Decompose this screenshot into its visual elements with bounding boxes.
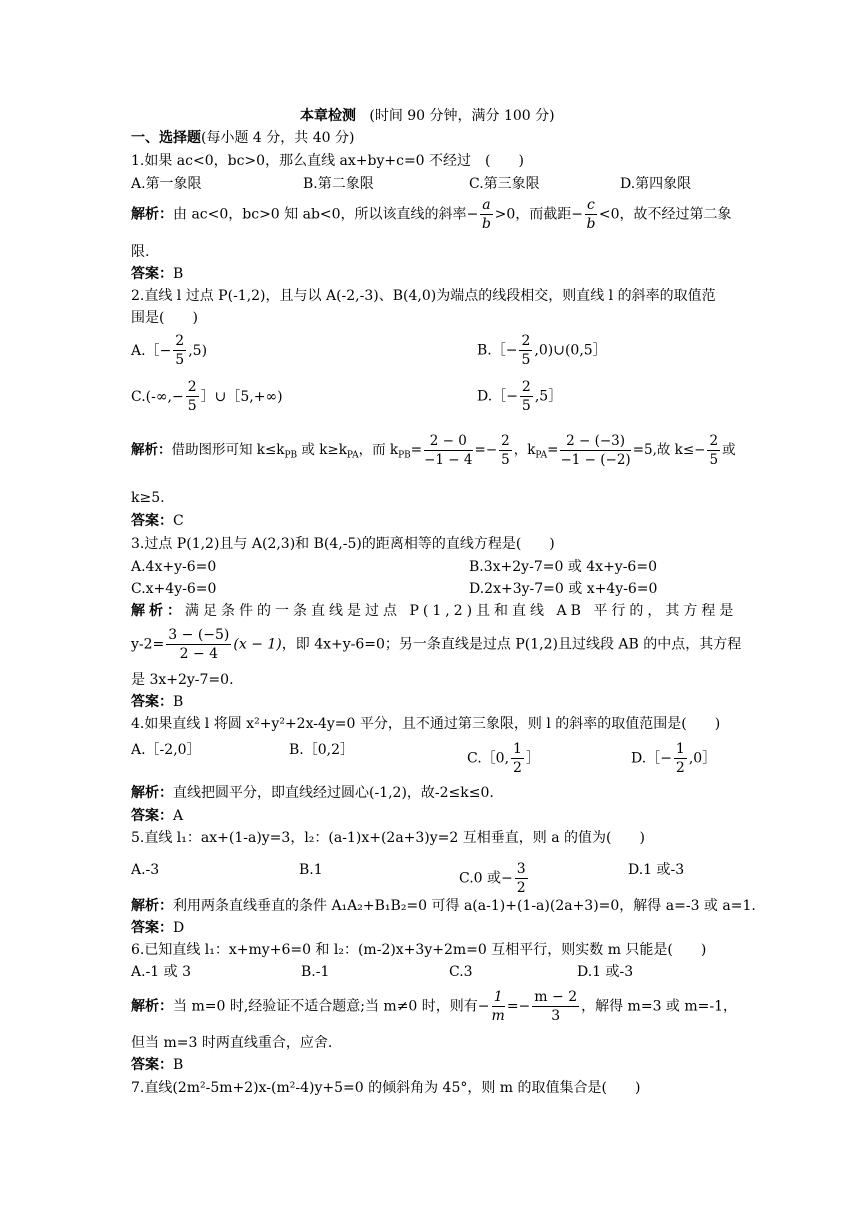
q3-option-d: D.2x+3y-7=0 或 x+4y-6=0 (469, 581, 658, 597)
q4-option-c (467, 740, 540, 777)
an-text: ，即 4x+y-6=0；另一条直线是过点 P(1,2)且过线段 AB 的中点，其方程 (281, 636, 742, 653)
opt-text: ,5) (188, 342, 208, 359)
answer-label: 答案： (131, 808, 173, 824)
frac-numerator: a (482, 197, 491, 213)
q4-stem: 4.如果直线 l 将圆 x²+y²+2x-4y=0 平分，且不通过第三象限，则 l 的斜率的取值范围是( ) (131, 716, 721, 732)
frac-denominator: m (491, 1008, 505, 1024)
q1-analysis-text-3: <0，故不经过第二象 (598, 206, 732, 223)
frac-denominator: 2 − 4 (179, 646, 219, 662)
q2-answer-value: C (173, 513, 184, 529)
q2-answer (131, 511, 184, 531)
q3-analysis-2 (131, 626, 741, 663)
q2-stem-2: 围是( ) (131, 310, 198, 326)
frac-2-5 (519, 332, 532, 369)
opt-text: C.(-∞, (131, 388, 172, 405)
opt-text: A.［ (131, 342, 160, 359)
frac-denominator: 5 (501, 452, 510, 468)
q4-answer (131, 806, 183, 826)
answer-label: 答案： (131, 1057, 173, 1073)
q1-option-a: A.第一象限 (131, 176, 202, 192)
q2-option-d: D.［− $\frac{2}{5}$ ,5］ (477, 379, 563, 414)
frac-denominator: 2 (675, 760, 685, 776)
answer-label: 答案： (131, 513, 173, 529)
opt-text: C.［0, (467, 750, 510, 767)
section-note: (每小题 4 分，共 40 分) (201, 130, 355, 146)
page-meta: (时间 90 分钟，满分 100 分) (369, 108, 555, 124)
frac-numerator: 2 − (−3) (560, 432, 630, 451)
q3-answer (131, 692, 183, 712)
analysis-label: 解析： (131, 206, 173, 223)
an-text: 借助图形可知 k≤k (171, 442, 285, 458)
q6-option-b: B.-1 (301, 964, 330, 980)
an-text: ，k (513, 442, 536, 458)
frac-2-5 (520, 378, 533, 415)
frac-numerator: 2 (709, 433, 719, 449)
opt-text: ］ (525, 750, 540, 767)
q1-analysis-cont: 限. (131, 244, 150, 260)
q3-analysis-1 (131, 601, 737, 621)
q4-analysis (131, 783, 494, 803)
q5-answer-value: D (173, 920, 185, 936)
page-title: 本章检测 (300, 108, 356, 124)
q2-analysis-cont: k≥5. (131, 490, 165, 506)
frac-m-2-3 (532, 988, 579, 1025)
q5-answer (131, 918, 184, 938)
analysis-label: 解析： (131, 998, 173, 1015)
q5-option-a: A.-3 (131, 862, 160, 878)
an-text: = (474, 442, 486, 458)
an-text: y-2= (131, 636, 165, 653)
q3-option-a: A.4x+y-6=0 (131, 559, 217, 575)
q6-option-d: D.1 或-3 (577, 964, 634, 980)
frac-2-5 (186, 378, 199, 415)
q3-answer-value: B (173, 694, 184, 710)
an-text: (x − 1) (233, 636, 282, 653)
q4-analysis-text: 直线把圆平分，即直线经过圆心(-1,2)，故-2≤k≤0. (173, 785, 494, 801)
q6-stem: 6.已知直线 l₁：x+my+6=0 和 l₂：(m-2)x+3y+2m=0 互相平行，则实数 m 只能是( ) (131, 942, 707, 958)
frac-denominator: b (481, 216, 491, 232)
frac-kpa (560, 432, 630, 469)
frac-2-5 (707, 432, 720, 469)
q1-answer-value: B (173, 266, 184, 282)
opt-text: ,0)∪(0,5］ (534, 342, 607, 359)
frac-denominator: −1 − (−2) (560, 452, 631, 468)
section-heading (131, 128, 354, 148)
an-text: ，解得 m=3 或 m=-1， (581, 998, 738, 1015)
page-title-line (300, 106, 555, 126)
an-text: = (410, 442, 423, 458)
frac-denominator: 5 (187, 398, 197, 414)
q6-answer (131, 1055, 183, 1075)
q5-option-d: D.1 或-3 (628, 862, 685, 878)
frac-2-5 (499, 432, 512, 469)
q7-stem: 7.直线(2m²-5m+2)x-(m²-4)y+5=0 的倾斜角为 45°，则 m 的取值集合是( ) (131, 1080, 641, 1096)
an-text: = (547, 442, 559, 458)
q2-option-a: A.［− $\frac{2}{5}$ ,5) (131, 333, 208, 368)
q5-option-b: B.1 (299, 862, 323, 878)
frac-denominator: 2 (516, 880, 526, 896)
frac-numerator: 3 (516, 861, 526, 877)
frac-1-2 (674, 740, 687, 777)
q1-frac-slope (480, 196, 492, 233)
subscript: PA (346, 450, 359, 461)
an-text: 当 m=0 时,经验证不适合题意;当 m≠0 时，则有 (173, 998, 478, 1015)
opt-text: B.［ (477, 342, 506, 359)
section-label: 一、选择题 (131, 130, 201, 146)
opt-text: ,5］ (534, 388, 563, 405)
answer-label: 答案： (131, 266, 173, 282)
opt-text: ］∪［5,+∞) (200, 388, 283, 405)
frac-numerator: 2 (187, 379, 197, 395)
frac-numerator: c (587, 197, 595, 213)
q3-analysis-text: 满足条件的一条直线是过点 P(1,2)且和直线 AB 平行的，其方程是 (185, 603, 738, 619)
q2-option-c: C.(-∞,− $\frac{2}{5}$ ］∪［5,+∞) (131, 379, 283, 414)
q1-answer (131, 264, 183, 284)
frac-denominator: 2 (513, 760, 522, 776)
frac-denominator: 5 (521, 352, 531, 368)
frac-numerator: 1 (492, 988, 505, 1007)
frac-denominator: −1 − 4 (424, 452, 473, 468)
q4-option-b: B.［0,2］ (289, 742, 355, 758)
opt-text: D.［ (477, 388, 507, 405)
frac-3-2 (515, 860, 528, 897)
q1-frac-intercept (585, 196, 597, 233)
an-text: 或 k≥k (297, 442, 347, 458)
opt-text: D.［ (631, 750, 661, 767)
q6-option-a: A.-1 或 3 (131, 964, 192, 980)
frac-2-5 (173, 332, 186, 369)
q5-option-c: C.0 或− $\frac{3}{2}$ (459, 861, 526, 896)
an-text: ，而 k (358, 442, 399, 458)
subscript: PA (535, 450, 548, 461)
q2-options-row1 (131, 332, 607, 369)
frac-numerator: 3 − (−5) (168, 627, 230, 643)
an-text: 或 (722, 442, 736, 458)
frac-denominator: b (586, 216, 596, 232)
analysis-label: 解析： (131, 442, 172, 458)
an-text: = (506, 998, 519, 1015)
frac-numerator: 1 (513, 741, 522, 757)
q5-analysis-text: 利用两条直线垂直的条件 A₁A₂+B₁B₂=0 可得 a(a-1)+(1-a)(2a+3)=0，解得 a=-3 或 a=1. (173, 898, 756, 914)
opt-text: C.0 或 (459, 870, 502, 887)
an-text: =5,故 k≤ (632, 442, 695, 458)
q3-option-b: B.3x+2y-7=0 或 4x+y-6=0 (469, 559, 657, 575)
q4-option-d: D.［− $\frac{1}{2}$ ,0］ (631, 741, 717, 776)
q2-options-row2 (131, 378, 563, 415)
frac-denominator: 5 (521, 398, 531, 414)
frac-denominator: 5 (175, 352, 185, 368)
q2-stem-1: 2.直线 l 过点 P(-1,2)，且与以 A(-2,-3)、B(4,0)为端点的线段相交，则直线 l 的斜率的取值范 (131, 288, 716, 304)
q6-analysis: 解析：当 m=0 时,经验证不适合题意;当 m≠0 时，则有− $\frac{1}{m}$ =− $\frac{m - 2}{3}$ ，解得 m=3 或 m=-1， (131, 989, 738, 1024)
answer-label: 答案： (131, 694, 173, 710)
frac-denominator: 3 (551, 1008, 561, 1024)
q1-option-b: B.第二象限 (303, 176, 374, 192)
q4-answer-value: A (173, 808, 184, 824)
q6-option-c: C.3 (449, 964, 473, 980)
q3-stem: 3.过点 P(1,2)且与 A(2,3)和 B(4,-5)的距离相等的直线方程是( ) (131, 536, 555, 552)
opt-text: ,0］ (688, 750, 717, 767)
frac-slope (166, 626, 231, 663)
analysis-label: 解析： (131, 603, 185, 619)
subscript: PB (284, 450, 298, 461)
frac-kpb (424, 432, 472, 469)
q6-analysis-cont: 但当 m=3 时两直线重合，应舍. (131, 1035, 333, 1051)
frac-numerator: 2 (521, 379, 531, 395)
frac-numerator: 2 (501, 433, 510, 449)
analysis-label: 解析： (131, 785, 173, 801)
q1-analysis-text: 由 ac<0，bc>0 知 ab<0，所以该直线的斜率 (173, 206, 467, 223)
q1-analysis-text-2: >0，而截距 (494, 206, 572, 223)
answer-label: 答案： (131, 920, 173, 936)
q4-options (131, 740, 717, 776)
q1-stem: 1.如果 ac<0，bc>0，那么直线 ax+by+c=0 不经过 ( ) (131, 153, 524, 169)
analysis-label: 解析： (131, 898, 173, 914)
frac-1-m (492, 988, 505, 1025)
q4-option-a: A.［-2,0］ (131, 742, 201, 758)
frac-1-2 (511, 740, 524, 777)
q5-analysis (131, 896, 756, 916)
q2-analysis: 解析：借助图形可知 $k\le k_{PB}$ 或 $k\ge k_{PA}$，而 $k_{PB}=$ $\frac{2 - 0}{-1 - 4}$ =− $\frac{2}{5}$ ，$k_{PA}=$ $\frac{2 - (-3)}{-1 - (-2)}$ =5,故 k≤− $\frac{2}{5}$ 或 (131, 433, 736, 468)
q6-answer-value: B (173, 1057, 184, 1073)
q5-stem: 5.直线 l₁：ax+(1-a)y=3，l₂：(a-1)x+(2a+3)y=2 互相垂直，则 a 的值为( ) (131, 830, 645, 846)
q5-options (131, 860, 685, 896)
q3-option-c: C.x+4y-6=0 (131, 581, 217, 597)
subscript: PB (398, 450, 411, 461)
frac-numerator: 2 − 0 (424, 432, 472, 451)
frac-numerator: 2 (175, 333, 185, 349)
frac-denominator: 5 (709, 452, 719, 468)
q2-option-b: B.［− $\frac{2}{5}$ ,0)∪(0,5］ (477, 333, 607, 368)
q1-option-d: D.第四象限 (620, 176, 692, 192)
frac-numerator: m − 2 (534, 989, 578, 1005)
q1-analysis: 解析：由 ac<0，bc>0 知 ab<0，所以该直线的斜率− $\frac{a}{b}$ >0，而截距− $\frac{c}{b}$ <0，故不经过第二象 (131, 197, 732, 232)
q3-analysis-cont: 是 3x+2y-7=0. (131, 672, 234, 688)
frac-numerator: 1 (675, 741, 685, 757)
q1-option-c: C.第三象限 (469, 176, 540, 192)
frac-numerator: 2 (521, 333, 531, 349)
